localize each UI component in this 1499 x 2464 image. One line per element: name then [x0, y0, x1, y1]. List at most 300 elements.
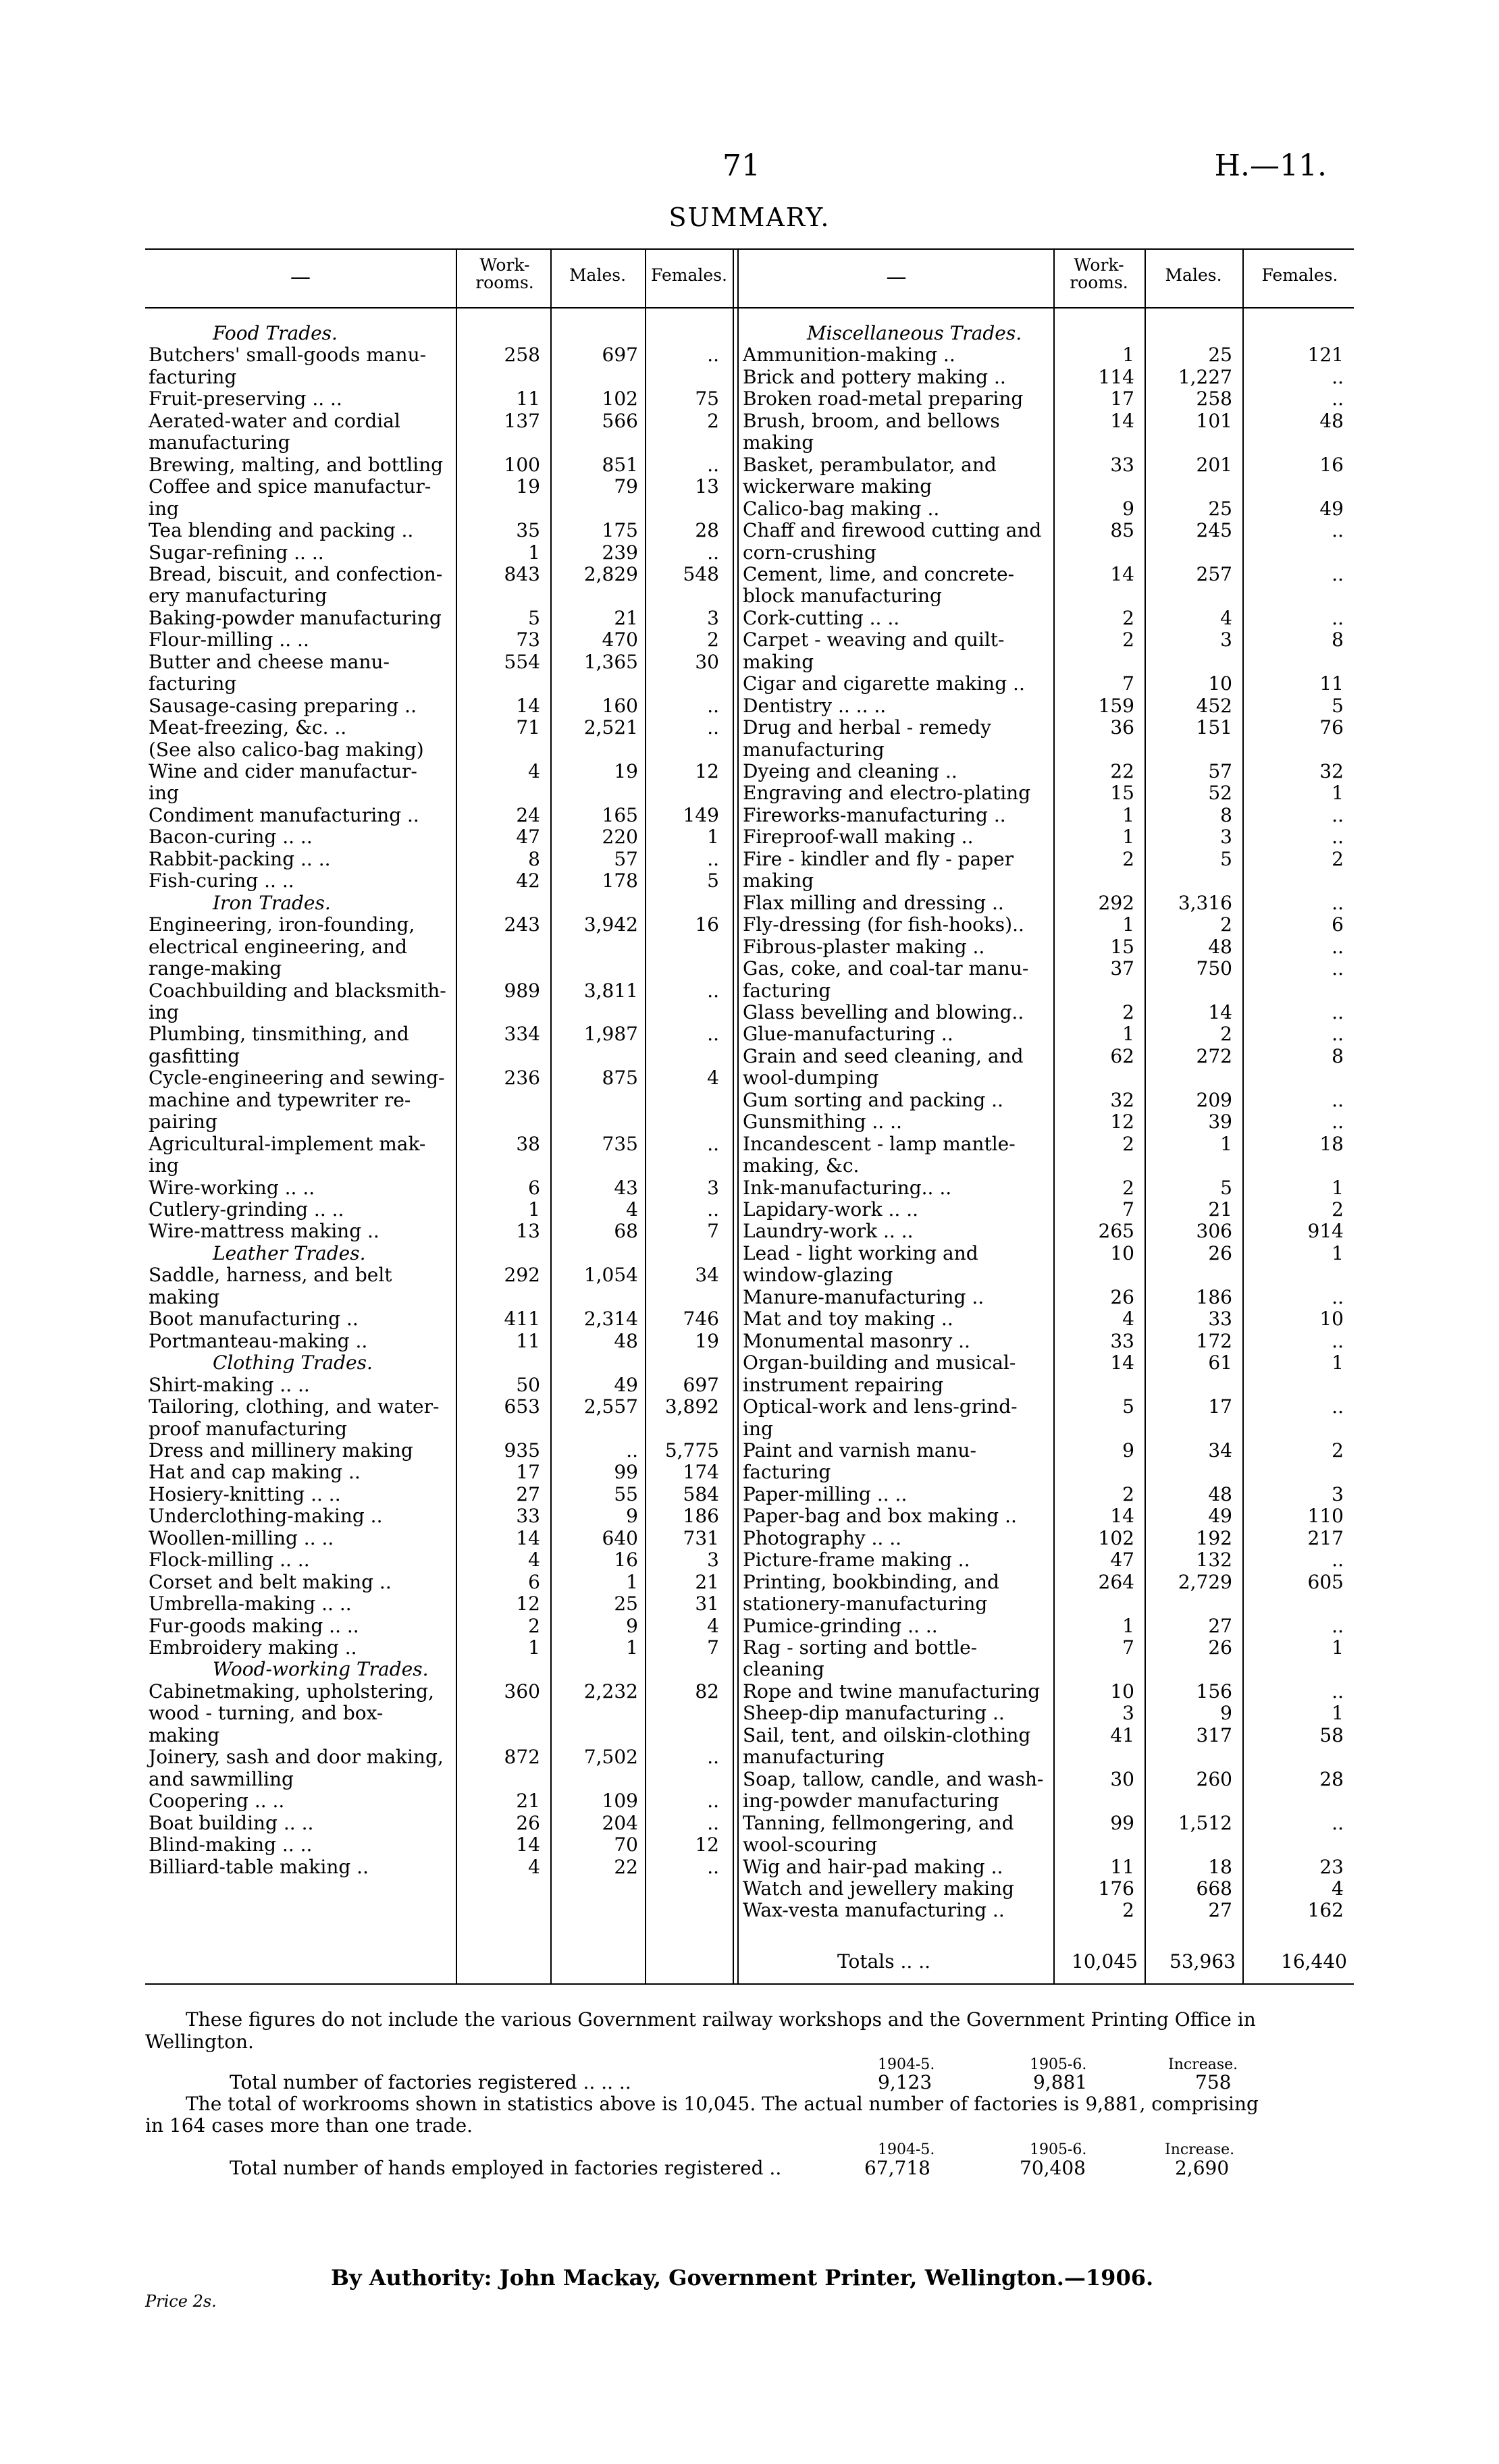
- trade-label: window-glazing: [743, 1264, 893, 1287]
- females-cell: ..: [707, 344, 719, 367]
- section-heading: Food Trades.: [213, 322, 338, 344]
- section-heading: Leather Trades.: [213, 1241, 366, 1264]
- table-bottom-rule: [145, 1983, 1354, 1985]
- females-cell: 914: [1307, 1220, 1344, 1243]
- workrooms-cell: 14: [1110, 1351, 1134, 1374]
- females-cell: 746: [683, 1308, 719, 1331]
- trade-label: Picture-frame making ..: [743, 1549, 970, 1572]
- females-cell: 1: [1332, 782, 1344, 805]
- right-males-header: Males.: [1165, 265, 1222, 285]
- males-cell: 3: [1220, 826, 1232, 849]
- trade-label: Fur-goods making .. ..: [149, 1614, 359, 1637]
- trade-label: proof manufacturing: [149, 1417, 347, 1440]
- trade-label: Fish-curing .. ..: [149, 869, 294, 892]
- section-heading: Clothing Trades.: [213, 1351, 373, 1374]
- trade-label: ing: [743, 1417, 773, 1440]
- males-cell: 2,557: [583, 1395, 638, 1418]
- females-cell: ..: [707, 1198, 719, 1221]
- females-cell: 18: [1319, 1132, 1344, 1155]
- workrooms-cell: 1: [528, 1636, 540, 1659]
- workrooms-cell: 47: [516, 826, 540, 849]
- col-rule: [737, 250, 739, 1985]
- males-cell: 48: [1208, 935, 1232, 958]
- males-cell: 209: [1196, 1088, 1232, 1111]
- females-cell: 82: [695, 1680, 719, 1703]
- males-cell: 1: [1220, 1132, 1232, 1155]
- females-cell: 8: [1332, 1044, 1344, 1067]
- trade-label: Butchers' small-goods manu-: [149, 344, 427, 367]
- trade-label: making, &c.: [743, 1154, 860, 1177]
- males-cell: 4: [1220, 606, 1232, 629]
- workrooms-cell: 100: [504, 453, 540, 476]
- males-cell: 2,314: [583, 1308, 638, 1331]
- males-cell: 102: [602, 387, 638, 410]
- left-trade-header: —: [290, 265, 311, 289]
- trade-label: Mat and toy making ..: [743, 1308, 953, 1331]
- workrooms-cell: 11: [516, 387, 540, 410]
- males-cell: 470: [602, 628, 638, 651]
- factories-1904: 9,123: [878, 2071, 932, 2093]
- males-cell: 49: [1208, 1505, 1232, 1528]
- hands-1904: 67,718: [864, 2157, 930, 2179]
- trade-label: range-making: [149, 957, 282, 980]
- males-cell: 25: [1208, 344, 1232, 367]
- trade-label: Ink-manufacturing.. ..: [743, 1176, 952, 1199]
- males-cell: 3,316: [1178, 891, 1232, 914]
- trade-label: Woollen-milling .. ..: [149, 1526, 334, 1549]
- workrooms-cell: 3: [1122, 1702, 1134, 1725]
- totals-males: 53,963: [1169, 1950, 1236, 1973]
- males-cell: 57: [1208, 760, 1232, 782]
- males-cell: 151: [1196, 716, 1232, 739]
- males-cell: 165: [602, 803, 638, 826]
- col-rule: [456, 250, 457, 1985]
- workrooms-cell: 2: [1122, 1899, 1134, 1922]
- trade-label: Cabinetmaking, upholstering,: [149, 1680, 434, 1703]
- workrooms-cell: 2: [1122, 606, 1134, 629]
- females-cell: 2: [707, 628, 719, 651]
- workrooms-cell: 33: [1110, 1329, 1134, 1352]
- males-cell: 1: [626, 1570, 638, 1593]
- females-cell: 16: [1319, 453, 1344, 476]
- trade-label: Tanning, fellmongering, and: [743, 1811, 1014, 1834]
- trade-label: Optical-work and lens-grind-: [743, 1395, 1018, 1418]
- workrooms-cell: 9: [1122, 1439, 1134, 1462]
- females-cell: 584: [683, 1482, 719, 1505]
- trade-label: facturing: [743, 979, 831, 1002]
- females-cell: ..: [707, 1746, 719, 1769]
- workrooms-cell: 334: [504, 1023, 540, 1046]
- females-cell: ..: [1332, 1110, 1344, 1133]
- females-cell: 1: [1332, 1241, 1344, 1264]
- males-cell: 668: [1196, 1877, 1232, 1900]
- males-cell: 3: [1220, 628, 1232, 651]
- females-cell: 605: [1307, 1570, 1344, 1593]
- trade-label: Dress and millinery making: [149, 1439, 413, 1462]
- females-cell: ..: [707, 1790, 719, 1813]
- workrooms-cell: 114: [1098, 365, 1134, 388]
- females-cell: ..: [1332, 1395, 1344, 1418]
- trade-label: Engineering, iron-founding,: [149, 913, 415, 936]
- trade-label: Paper-milling .. ..: [743, 1482, 908, 1505]
- trade-label: Butter and cheese manu-: [149, 650, 390, 673]
- trade-label: Chaff and firewood cutting and: [743, 519, 1042, 542]
- males-cell: 70: [614, 1833, 638, 1856]
- workrooms-cell: 7: [1122, 1198, 1134, 1221]
- workrooms-cell: 7: [1122, 1636, 1134, 1659]
- trade-label: gasfitting: [149, 1044, 240, 1067]
- males-cell: 245: [1196, 519, 1232, 542]
- workrooms-cell: 411: [504, 1308, 540, 1331]
- males-cell: 1,054: [583, 1264, 638, 1287]
- males-cell: 735: [602, 1132, 638, 1155]
- trade-label: block manufacturing: [743, 585, 942, 608]
- trade-label: Fire - kindler and fly - paper: [743, 847, 1014, 870]
- trade-label: Boot manufacturing ..: [149, 1308, 359, 1331]
- trade-label: Carpet - weaving and quilt-: [743, 628, 1005, 651]
- trade-label: manufacturing: [149, 431, 290, 454]
- workrooms-cell: 2: [1122, 1000, 1134, 1023]
- females-cell: 16: [695, 913, 719, 936]
- trade-label: Plumbing, tinsmithing, and: [149, 1023, 409, 1046]
- trade-label: Broken road-metal preparing: [743, 387, 1024, 410]
- females-cell: ..: [707, 541, 719, 564]
- females-cell: ..: [1332, 826, 1344, 849]
- trade-label: Brick and pottery making ..: [743, 365, 1006, 388]
- workrooms-cell: 13: [516, 1220, 540, 1243]
- males-cell: 1,227: [1178, 365, 1232, 388]
- trade-label: Rag - sorting and bottle-: [743, 1636, 978, 1659]
- females-cell: 3: [707, 1549, 719, 1572]
- workrooms-cell: 2: [528, 1614, 540, 1637]
- females-cell: 1: [1332, 1702, 1344, 1725]
- males-cell: 25: [614, 1592, 638, 1615]
- males-cell: 9: [626, 1505, 638, 1528]
- females-cell: 48: [1319, 409, 1344, 432]
- table-top-rule: [145, 248, 1354, 250]
- males-cell: 186: [1196, 1285, 1232, 1308]
- workrooms-cell: 38: [516, 1132, 540, 1155]
- males-cell: 52: [1208, 782, 1232, 805]
- females-cell: 5,775: [664, 1439, 719, 1462]
- males-cell: 132: [1196, 1549, 1232, 1572]
- col-rule: [1242, 250, 1244, 1985]
- note-line: in 164 cases more than one trade.: [145, 2114, 473, 2137]
- note-line: The total of workrooms shown in statistics above is 10,045. The actual number of factories is 9,881, comprising: [186, 2093, 1259, 2115]
- trade-label: Soap, tallow, candle, and wash-: [743, 1767, 1044, 1790]
- males-cell: 317: [1196, 1723, 1232, 1746]
- factories-1905: 9,881: [1033, 2071, 1088, 2093]
- workrooms-cell: 1: [528, 1198, 540, 1221]
- females-cell: 2: [1332, 847, 1344, 870]
- females-cell: ..: [1332, 1614, 1344, 1637]
- females-cell: ..: [707, 694, 719, 717]
- males-cell: 239: [602, 541, 638, 564]
- females-cell: 174: [683, 1461, 719, 1484]
- males-cell: 640: [602, 1526, 638, 1549]
- workrooms-cell: 41: [1110, 1723, 1134, 1746]
- trade-label: Bacon-curing .. ..: [149, 826, 313, 849]
- workrooms-cell: 10: [1110, 1680, 1134, 1703]
- workrooms-cell: 292: [504, 1264, 540, 1287]
- females-cell: 4: [707, 1614, 719, 1637]
- workrooms-cell: 236: [504, 1067, 540, 1090]
- workrooms-cell: 292: [1098, 891, 1134, 914]
- females-cell: 30: [695, 650, 719, 673]
- males-cell: 26: [1208, 1241, 1232, 1264]
- trade-label: Gunsmithing .. ..: [743, 1110, 902, 1133]
- hands-1905: 70,408: [1020, 2157, 1086, 2179]
- workrooms-cell: 2: [1122, 628, 1134, 651]
- trade-label: Pumice-grinding .. ..: [743, 1614, 938, 1637]
- trade-label: Flax milling and dressing ..: [743, 891, 1004, 914]
- table-header-rule: [145, 307, 1354, 309]
- workrooms-cell: 73: [516, 628, 540, 651]
- trade-label: ing: [149, 1154, 179, 1177]
- workrooms-cell: 14: [1110, 409, 1134, 432]
- trade-label: facturing: [149, 365, 237, 388]
- females-cell: ..: [707, 1023, 719, 1046]
- page-title: SUMMARY.: [668, 203, 831, 232]
- males-cell: 21: [614, 606, 638, 629]
- females-cell: 58: [1319, 1723, 1344, 1746]
- females-cell: 23: [1319, 1855, 1344, 1878]
- males-cell: 4: [626, 1198, 638, 1221]
- males-cell: 566: [602, 409, 638, 432]
- females-cell: 7: [707, 1220, 719, 1243]
- trade-label: Cigar and cigarette making ..: [743, 672, 1025, 695]
- workrooms-cell: 1: [1122, 913, 1134, 936]
- females-cell: ..: [1332, 1088, 1344, 1111]
- workrooms-cell: 935: [504, 1439, 540, 1462]
- workrooms-cell: 360: [504, 1680, 540, 1703]
- males-cell: 204: [602, 1811, 638, 1834]
- females-cell: 731: [683, 1526, 719, 1549]
- hands-label: Total number of hands employed in factories registered ..: [230, 2157, 782, 2179]
- workrooms-cell: 989: [504, 979, 540, 1002]
- females-cell: ..: [1332, 1811, 1344, 1834]
- trade-label: Fly-dressing (for fish-hooks)..: [743, 913, 1024, 936]
- females-cell: 7: [707, 1636, 719, 1659]
- trade-label: Incandescent - lamp mantle-: [743, 1132, 1016, 1155]
- females-cell: ..: [707, 1811, 719, 1834]
- trade-label: Engraving and electro-plating: [743, 782, 1031, 805]
- workrooms-cell: 4: [1122, 1308, 1134, 1331]
- trade-label: Manure-manufacturing ..: [743, 1285, 984, 1308]
- trade-label: Ammunition-making ..: [743, 344, 955, 367]
- females-cell: ..: [1332, 1285, 1344, 1308]
- trade-label: Drug and herbal - remedy: [743, 716, 991, 739]
- trade-label: Baking-powder manufacturing: [149, 606, 442, 629]
- females-cell: ..: [1332, 803, 1344, 826]
- workrooms-cell: 1: [1122, 1023, 1134, 1046]
- males-cell: 3,811: [583, 979, 638, 1002]
- workrooms-cell: 99: [1110, 1811, 1134, 1834]
- note-line: Wellington.: [145, 2031, 254, 2053]
- females-cell: 11: [1319, 672, 1344, 695]
- trade-label: Hat and cap making ..: [149, 1461, 361, 1484]
- workrooms-cell: 5: [528, 606, 540, 629]
- trade-label: Sausage-casing preparing ..: [149, 694, 417, 717]
- workrooms-cell: 32: [1110, 1088, 1134, 1111]
- trade-label: making: [149, 1723, 220, 1746]
- females-cell: 49: [1319, 497, 1344, 520]
- trade-label: Gum sorting and packing ..: [743, 1088, 1003, 1111]
- trade-label: Lapidary-work .. ..: [743, 1198, 919, 1221]
- trade-label: Paint and varnish manu-: [743, 1439, 976, 1462]
- trade-label: Sail, tent, and oilskin-clothing: [743, 1723, 1031, 1746]
- trade-label: Flock-milling .. ..: [149, 1549, 310, 1572]
- workrooms-cell: 33: [516, 1505, 540, 1528]
- year-header: 1905-6.: [1030, 2141, 1087, 2158]
- males-cell: 34: [1208, 1439, 1232, 1462]
- males-cell: 33: [1208, 1308, 1232, 1331]
- females-cell: ..: [707, 453, 719, 476]
- trade-label: Rabbit-packing .. ..: [149, 847, 331, 870]
- males-cell: 5: [1220, 1176, 1232, 1199]
- hands-increase: 2,690: [1175, 2157, 1230, 2179]
- trade-label: Watch and jewellery making: [743, 1877, 1014, 1900]
- trade-label: Organ-building and musical-: [743, 1351, 1016, 1374]
- section-heading: Iron Trades.: [213, 891, 331, 914]
- increase-header: Increase.: [1168, 2056, 1238, 2073]
- males-cell: 201: [1196, 453, 1232, 476]
- section-heading: Miscellaneous Trades.: [807, 322, 1022, 344]
- males-cell: 18: [1208, 1855, 1232, 1878]
- workrooms-cell: 2: [1122, 1132, 1134, 1155]
- females-cell: 10: [1319, 1308, 1344, 1331]
- workrooms-cell: 15: [1110, 782, 1134, 805]
- workrooms-cell: 14: [516, 1526, 540, 1549]
- females-cell: 110: [1307, 1505, 1344, 1528]
- workrooms-cell: 26: [516, 1811, 540, 1834]
- trade-label: Flour-milling .. ..: [149, 628, 309, 651]
- females-cell: 75: [695, 387, 719, 410]
- col-rule: [1145, 250, 1146, 1985]
- trade-label: Cement, lime, and concrete-: [743, 562, 1015, 585]
- females-cell: 34: [695, 1264, 719, 1287]
- males-cell: 25: [1208, 497, 1232, 520]
- males-cell: ..: [626, 1439, 638, 1462]
- trade-label: Sheep-dip manufacturing ..: [743, 1702, 1005, 1725]
- trade-label: Joinery, sash and door making,: [149, 1746, 444, 1769]
- trade-label: and sawmilling: [149, 1767, 294, 1790]
- males-cell: 68: [614, 1220, 638, 1243]
- workrooms-cell: 62: [1110, 1044, 1134, 1067]
- trade-label: Wire-mattress making ..: [149, 1220, 379, 1243]
- males-cell: 43: [614, 1176, 638, 1199]
- males-cell: 260: [1196, 1767, 1232, 1790]
- workrooms-cell: 14: [1110, 562, 1134, 585]
- trade-label: corn-crushing: [743, 541, 876, 564]
- trade-label: Corset and belt making ..: [149, 1570, 392, 1593]
- males-cell: 48: [614, 1329, 638, 1352]
- females-cell: 28: [1319, 1767, 1344, 1790]
- right-workrooms-header: Work-rooms.: [1070, 255, 1128, 293]
- males-cell: 5: [1220, 847, 1232, 870]
- trade-label: Tailoring, clothing, and water-: [149, 1395, 440, 1418]
- males-cell: 9: [1220, 1702, 1232, 1725]
- females-cell: ..: [1332, 1023, 1344, 1046]
- trade-label: Wig and hair-pad making ..: [743, 1855, 1003, 1878]
- left-females-header: Females.: [651, 265, 727, 285]
- females-cell: 3: [1332, 1482, 1344, 1505]
- females-cell: 2: [707, 409, 719, 432]
- trade-label: pairing: [149, 1110, 217, 1133]
- trade-label: ing: [149, 1000, 179, 1023]
- workrooms-cell: 5: [1122, 1395, 1134, 1418]
- workrooms-cell: 26: [1110, 1285, 1134, 1308]
- males-cell: 79: [614, 475, 638, 498]
- males-cell: 21: [1208, 1198, 1232, 1221]
- workrooms-cell: 4: [528, 1855, 540, 1878]
- trade-label: Grain and seed cleaning, and: [743, 1044, 1024, 1067]
- males-cell: 61: [1208, 1351, 1232, 1374]
- trade-label: Lead - light working and: [743, 1241, 978, 1264]
- males-cell: 875: [602, 1067, 638, 1090]
- workrooms-cell: 176: [1098, 1877, 1134, 1900]
- males-cell: 156: [1196, 1680, 1232, 1703]
- males-cell: 39: [1208, 1110, 1232, 1133]
- females-cell: ..: [1332, 606, 1344, 629]
- trade-label: Fibrous-plaster making ..: [743, 935, 985, 958]
- section-heading: Wood-working Trades.: [213, 1658, 429, 1681]
- males-cell: 22: [614, 1855, 638, 1878]
- trade-label: Coffee and spice manufactur-: [149, 475, 431, 498]
- females-cell: 12: [695, 760, 719, 782]
- trade-label: Shirt-making .. ..: [149, 1373, 310, 1396]
- totals-workrooms: 10,045: [1072, 1950, 1138, 1973]
- males-cell: 220: [602, 826, 638, 849]
- workrooms-cell: 9: [1122, 497, 1134, 520]
- trade-label: Billiard-table making ..: [149, 1855, 369, 1878]
- females-cell: 4: [707, 1067, 719, 1090]
- trade-label: Photography .. ..: [743, 1526, 902, 1549]
- workrooms-cell: 24: [516, 803, 540, 826]
- trade-label: ing: [149, 782, 179, 805]
- workrooms-cell: 17: [516, 1461, 540, 1484]
- workrooms-cell: 1: [1122, 826, 1134, 849]
- trade-label: Cycle-engineering and sewing-: [149, 1067, 445, 1090]
- males-cell: 178: [602, 869, 638, 892]
- trade-label: Glass bevelling and blowing..: [743, 1000, 1024, 1023]
- workrooms-cell: 137: [504, 409, 540, 432]
- males-cell: 452: [1196, 694, 1232, 717]
- trade-label: manufacturing: [743, 738, 885, 761]
- trade-label: making: [149, 1285, 220, 1308]
- males-cell: 258: [1196, 387, 1232, 410]
- workrooms-cell: 27: [516, 1482, 540, 1505]
- workrooms-cell: 6: [528, 1570, 540, 1593]
- males-cell: 10: [1208, 672, 1232, 695]
- trade-label: Portmanteau-making ..: [149, 1329, 368, 1352]
- trade-label: Sugar-refining .. ..: [149, 541, 324, 564]
- trade-label: wool-scouring: [743, 1833, 878, 1856]
- totals-label: Totals .. ..: [837, 1950, 931, 1973]
- trade-label: facturing: [149, 672, 237, 695]
- females-cell: ..: [707, 1132, 719, 1155]
- workrooms-cell: 21: [516, 1790, 540, 1813]
- col-rule: [1053, 250, 1055, 1985]
- trade-label: Hosiery-knitting .. ..: [149, 1482, 341, 1505]
- workrooms-cell: 36: [1110, 716, 1134, 739]
- males-cell: 1,512: [1178, 1811, 1232, 1834]
- trade-label: Printing, bookbinding, and: [743, 1570, 999, 1593]
- males-cell: 99: [614, 1461, 638, 1484]
- females-cell: ..: [707, 716, 719, 739]
- workrooms-cell: 264: [1098, 1570, 1134, 1593]
- workrooms-cell: 2: [1122, 847, 1134, 870]
